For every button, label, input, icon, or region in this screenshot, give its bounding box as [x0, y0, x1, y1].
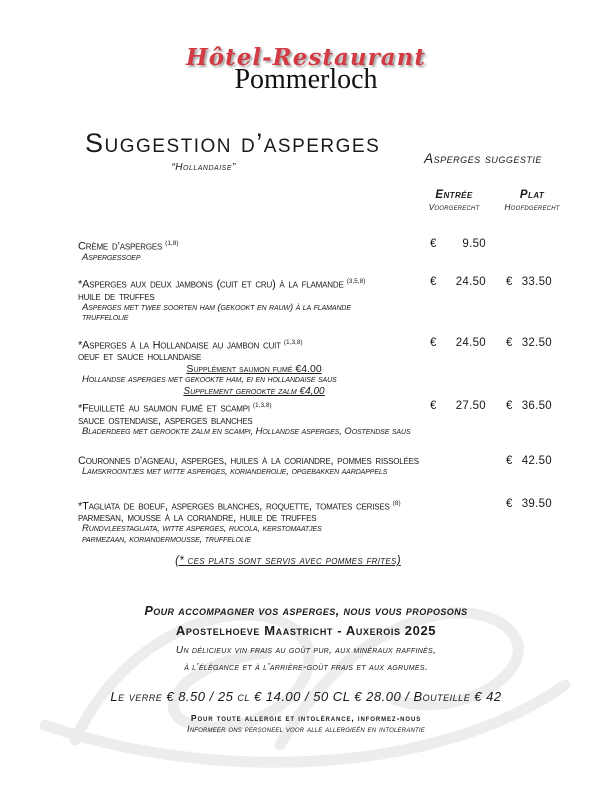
price-value: 39.50 [521, 497, 552, 510]
item-name-fr: *Feuilleté au saumon fumé et scampi $^{(1,3,8)}$ [78, 401, 272, 415]
allergy-notice [0, 713, 612, 734]
price-value: 9.50 [462, 238, 486, 250]
column-header-entree-nl: Voorgerecht [428, 202, 480, 212]
supplement-nl: Supplement gerookte zalm €4,00 [183, 385, 325, 397]
currency-symbol: € [430, 238, 437, 250]
menu-item-asperges-deux-jambons [78, 276, 576, 324]
item-name-nl: Rundvleestagliata, witte asperges, rucola, kerstomaatjes [82, 523, 322, 535]
price-value: 24.50 [455, 276, 486, 289]
price-value: 24.50 [455, 336, 486, 349]
currency-symbol: € [430, 399, 437, 412]
price-entree [430, 276, 486, 288]
allergen-codes: (1,3,8) [283, 338, 303, 346]
price-value: 42.50 [521, 455, 552, 468]
allergy-notice-nl: Informeer ons personeel voor alle allergieën en intolerantie [187, 724, 425, 734]
allergen-codes: (8) [392, 499, 401, 507]
logo-script-text: Hôtel-Restaurant [186, 44, 426, 71]
price-value: 32.50 [521, 336, 552, 349]
currency-symbol: € [430, 276, 437, 289]
wine-suggestion-block [0, 604, 612, 704]
item-name-nl-line2: truffelolie [82, 312, 129, 324]
wine-name: Apostelhoeve Maastricht - Auxerois 2025 [175, 623, 437, 638]
menu-item-couronnes-agneau [78, 455, 576, 478]
currency-symbol: € [506, 336, 513, 349]
menu-item-asperges-hollandaise [78, 337, 576, 397]
page-subtitle: “Hollandaise” [171, 162, 236, 173]
currency-symbol: € [506, 276, 513, 289]
page-title: Suggestion d’asperges [85, 128, 381, 158]
column-header-entree [419, 189, 489, 212]
menu-item-description [78, 498, 503, 546]
page-title-block [85, 128, 380, 173]
allergen-codes: (3,5,8) [346, 278, 366, 286]
wine-description-line2: à l’élégance et à l’arrière-goût frais et aux agrumes. [184, 662, 428, 673]
item-name-nl: Asperges met twee soorten ham (gekookt en rauw) à la flamande [82, 301, 351, 313]
price-plat [506, 400, 552, 412]
price-value: 27.50 [455, 399, 486, 412]
allergen-codes: (1,8) [165, 240, 179, 247]
wine-prices-line: Le verre € 8.50 / 25 cl € 14.00 / 50 CL € 28.00 / Bouteille € 42 [110, 689, 502, 704]
currency-symbol: € [506, 455, 513, 468]
item-name-nl: Hollandse asperges met gekookte ham, ei en hollandaise saus [82, 374, 337, 386]
item-name-nl: Lamskroontjes met witte asperges, korianderolie, opgebakken aardappels [82, 466, 388, 478]
served-with-fries-note: (* ces plats sont servis avec pommes frites) [175, 555, 401, 567]
currency-symbol: € [430, 336, 437, 349]
menu-item-description [78, 455, 503, 478]
allergen-codes: (1,3,8) [252, 401, 272, 409]
currency-symbol: € [506, 399, 513, 412]
restaurant-logo [0, 44, 612, 96]
price-entree [430, 400, 486, 412]
logo-name-text: Pommerloch [234, 64, 378, 95]
price-plat [506, 498, 552, 510]
page-title-dutch: Asperges suggestie [424, 151, 542, 166]
item-name-fr: *Asperges aux deux jambons (cuit et cru) à la flamande $^{(3,5,8)}$ [78, 278, 366, 291]
wine-intro-line: Pour accompagner vos asperges, nous vous proposons [144, 604, 468, 618]
currency-symbol: € [506, 497, 513, 510]
wine-description-line1: Un délicieux vin frais au goût pur, aux minéraux raffinés, [175, 645, 437, 656]
menu-item-creme-asperges [78, 238, 576, 263]
price-plat [506, 455, 552, 467]
item-name-fr-line2: oeuf et sauce hollandaise [78, 351, 202, 364]
column-header-plat-nl: Hoofdgerecht [504, 202, 560, 212]
item-name-fr: *Tagliata de boeuf, asperges blanches, roquette, tomates cerises $^{(8)}$ [78, 499, 401, 513]
item-name-fr: Crème d’asperges $^{(1,8)}$ [78, 240, 179, 253]
allergy-notice-fr: Pour toute allergie et intolérance, informez-nous [190, 713, 422, 723]
item-name-fr: *Asperges à la Hollandaise au jambon cuit $^{(1,3,8)}$ [78, 338, 303, 352]
item-name-nl-line2: parmezaan, koriandermousse, truffelolie [82, 533, 252, 545]
item-name-fr-line2: parmesan, mousse à la coriandre, huile de truffes [78, 512, 317, 525]
item-name-fr: Couronnes d’agneau, asperges, huiles à la coriandre, pommes rissolées [78, 455, 419, 468]
column-header-entree-fr: Entrée [435, 189, 473, 201]
price-value: 33.50 [521, 276, 552, 289]
column-header-plat [496, 189, 568, 212]
item-name-fr-line2: sauce ostendaise, asperges blanches [78, 414, 253, 427]
item-name-nl: Bladerdeeg met gerookte zalm en scampi, Hollandse asperges, Oostendse saus [82, 425, 411, 437]
item-name-nl: Aspergessoep [82, 251, 141, 263]
column-header-plat-fr: Plat [519, 189, 545, 201]
menu-items-list [78, 238, 576, 561]
price-entree [430, 238, 486, 250]
supplement-fr: Supplément saumon fumé €4.00 [186, 363, 322, 376]
price-value: 36.50 [521, 399, 552, 412]
menu-item-tagliata-boeuf [78, 498, 576, 546]
menu-item-feuillete-saumon [78, 400, 576, 437]
price-plat [506, 276, 552, 288]
item-name-fr-line2: huile de truffes [78, 290, 155, 303]
price-plat [506, 337, 552, 349]
price-entree [430, 337, 486, 349]
